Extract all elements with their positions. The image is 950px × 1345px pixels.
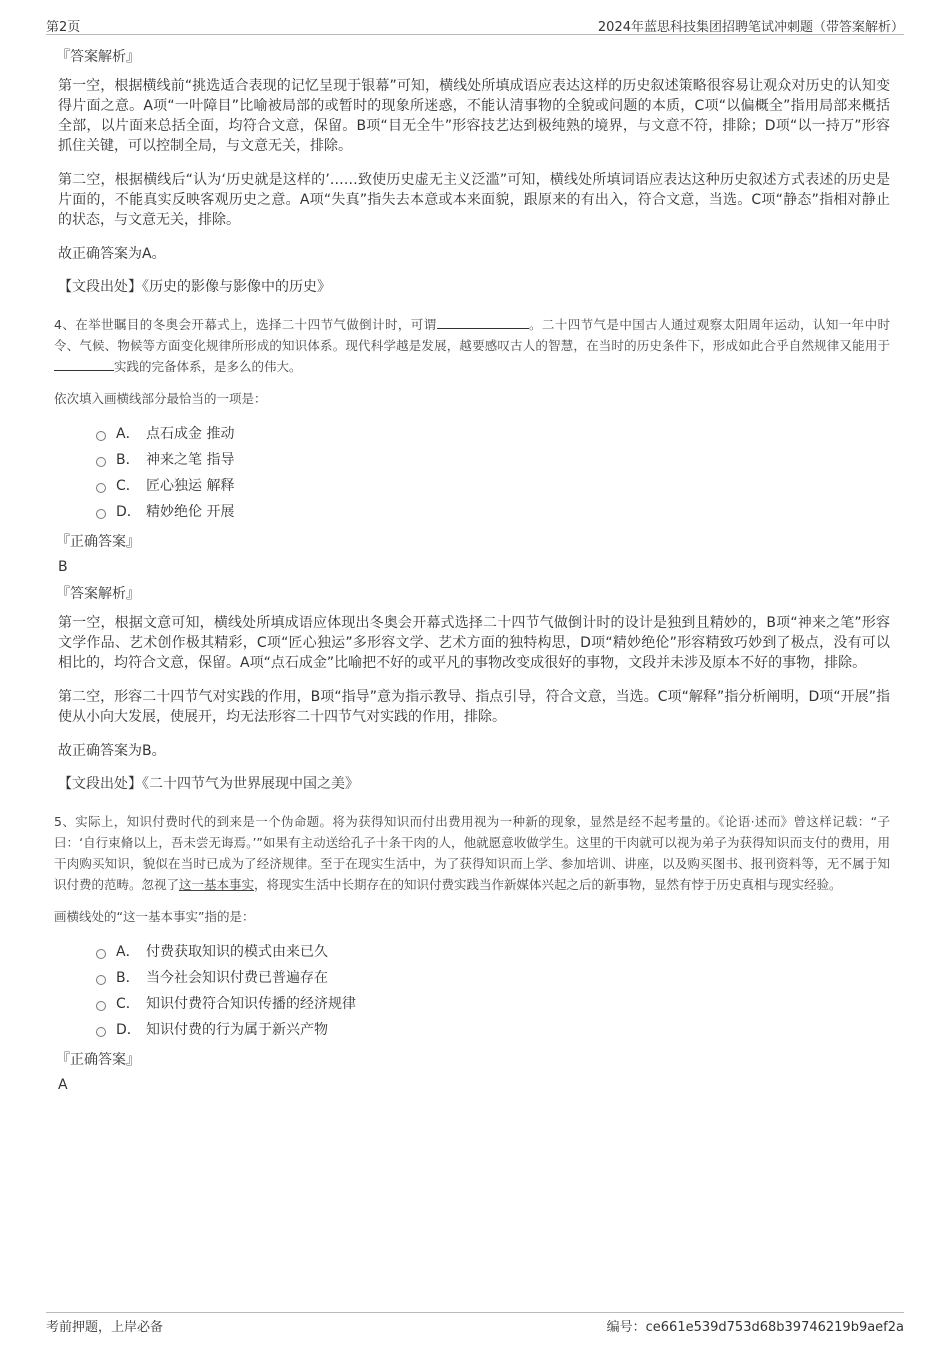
q4-text-c: 实践的完备体系，是多么的伟大。	[114, 359, 302, 374]
q4-blank-1	[437, 316, 529, 329]
radio-icon[interactable]	[96, 949, 106, 959]
q4-answer: B	[58, 559, 68, 575]
radio-icon[interactable]	[96, 431, 106, 441]
q4-conclusion: 故正确答案为B。	[58, 743, 166, 759]
q5-text-a: 5、实际上，知识付费时代的到来是一个伪命题。将为获得知识而付出费用视为一种新的现象，显然是经不起考量的。《论语·述而》曾这样记载：“子曰：‘自行束脩以上，吾未尝无诲焉。’”如果有主动送给孔子十条干肉的人，他就愿意收做学生。这里的干肉就可以视为弟子为获得知识而支付的费用，用干肉购买知识，貌似在当时已成为了经济规律。至于在现实生活中，为了获得知识而上学、参加培训、讲座，以及购买图书、报刊资料等，无不属于知识付费的范畴。忽视了	[54, 814, 890, 892]
q5-question	[54, 811, 890, 895]
q5-options	[96, 939, 890, 1043]
radio-icon[interactable]	[96, 509, 106, 519]
radio-icon[interactable]	[96, 483, 106, 493]
q5-underlined-text: 这一基本事实	[179, 877, 255, 892]
document-title: 2024年蓝思科技集团招聘笔试冲刺题（带答案解析）	[597, 20, 904, 35]
q3-conclusion: 故正确答案为A。	[58, 246, 166, 262]
q4-answer-label: 『正确答案』	[56, 534, 140, 550]
q5-text-b: ，将现实生活中长期存在的知识付费实践当作新媒体兴起之后的新事物，显然有悖于历史真相与现实经验。	[254, 877, 842, 892]
q5-answer-label: 『正确答案』	[56, 1052, 140, 1068]
q4-question	[54, 314, 890, 377]
q4-option-c[interactable]: C． 匠心独运 解释	[96, 473, 890, 499]
q5-answer: A	[58, 1077, 68, 1093]
q4-analysis-para2: 第二空，形容二十四节气对实践的作用，B项“指导”意为指示教导、指点引导，符合文意，当选。C项“解释”指分析阐明，D项“开展”指使从小向大发展，使展开，均无法形容二十四节气对实践的作用，排除。	[58, 689, 890, 725]
q4-prompt: 依次填入画横线部分最恰当的一项是：	[54, 391, 267, 406]
page-footer	[46, 1312, 904, 1336]
footer-slogan: 考前押题，上岸必备	[46, 1320, 164, 1335]
q5-option-c[interactable]: C． 知识付费符合知识传播的经济规律	[96, 991, 890, 1017]
radio-icon[interactable]	[96, 1001, 106, 1011]
q5-option-d[interactable]: D． 知识付费的行为属于新兴产物	[96, 1017, 890, 1043]
q4-source: 【文段出处】《二十四节气为世界展现中国之美》	[58, 776, 359, 792]
radio-icon[interactable]	[96, 975, 106, 985]
document-id: 编号：ce661e539d753d68b39746219b9aef2a	[606, 1320, 904, 1335]
q4-options	[96, 421, 890, 525]
q4-text-a: 4、在举世瞩目的冬奥会开幕式上，选择二十四节气做倒计时，可谓	[54, 317, 437, 332]
q4-option-a[interactable]: A． 点石成金 推动	[96, 421, 890, 447]
q5-prompt: 画横线处的“这一基本事实”指的是：	[54, 909, 255, 924]
q5-option-a[interactable]: A． 付费获取知识的模式由来已久	[96, 939, 890, 965]
q4-option-d[interactable]: D． 精妙绝伦 开展	[96, 499, 890, 525]
radio-icon[interactable]	[96, 457, 106, 467]
q4-blank-2	[54, 358, 114, 371]
q4-text-b: 。二十四节气是中国古人通过观察太阳周年运动，认知一年中时令、气候、物候等方面变化规律所形成的知识体系。现代科学越是发展，越要感叹古人的智慧，在当时的历史条件下，形成如此合乎自然规律又能用于	[54, 317, 890, 353]
radio-icon[interactable]	[96, 1027, 106, 1037]
main-content	[56, 46, 890, 1101]
q3-analysis-label: 『答案解析』	[56, 49, 140, 65]
q3-analysis-para2: 第二空，根据横线后“认为‘历史就是这样的’……致使历史虚无主义泛滥”可知，横线处所填词语应表达这种历史叙述方式表述的历史是片面的，不能真实反映客观历史之意。A项“失真”指失去本意或本来面貌，跟原来的有出入，符合文意，当选。C项“静态”指相对静止的状态，与文意无关，排除。	[58, 172, 890, 228]
q4-analysis-para1: 第一空，根据文意可知，横线处所填成语应体现出冬奥会开幕式选择二十四节气做倒计时的设计是独到且精妙的，B项“神来之笔”形容文学作品、艺术创作极其精彩，C项“匠心独运”多形容文学、艺术方面的独特构思，D项“精妙绝伦”形容精致巧妙到了极点，没有可以相比的，均符合文意，保留。A项“点石成金”比喻把不好的或平凡的事物改变成很好的事物，文段并未涉及原本不好的事物，排除。	[58, 615, 890, 671]
q3-analysis-para1: 第一空，根据横线前“挑选适合表现的记忆呈现于银幕”可知，横线处所填成语应表达这样的历史叙述策略很容易让观众对历史的认知变得片面之意。A项“一叶障目”比喻被局部的或暂时的现象所迷惑，不能认清事物的全貌或问题的本质，C项“以偏概全”指用局部来概括全部，以片面来总括全面，均符合文意，保留。B项“目无全牛”形容技艺达到极纯熟的境界，与文意不符，排除；D项“以一持万”形容抓住关键，可以控制全局，与文意无关，排除。	[58, 78, 890, 154]
q4-option-b[interactable]: B． 神来之笔 指导	[96, 447, 890, 473]
q5-option-b[interactable]: B． 当今社会知识付费已普遍存在	[96, 965, 890, 991]
page-header	[46, 14, 904, 35]
page-number: 第2页	[46, 20, 81, 35]
q3-source: 【文段出处】《历史的影像与影像中的历史》	[58, 279, 331, 295]
q4-analysis-label: 『答案解析』	[56, 586, 140, 602]
